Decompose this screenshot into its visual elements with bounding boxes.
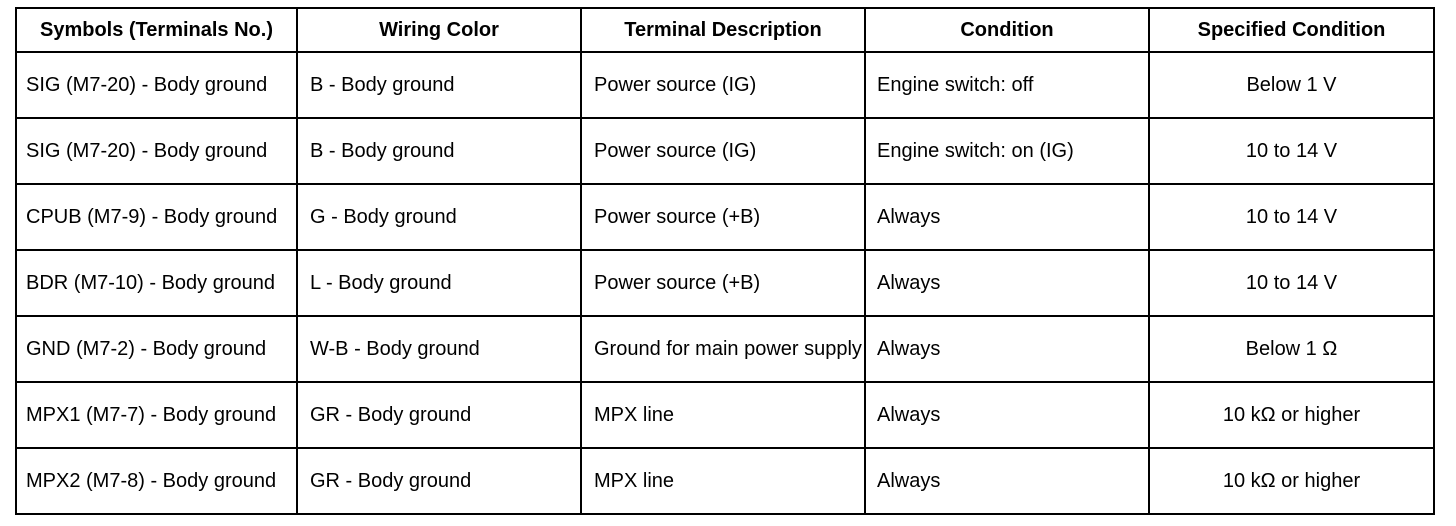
- cell-specified-condition: 10 to 14 V: [1149, 184, 1434, 250]
- cell-terminal-description: Power source (IG): [581, 118, 865, 184]
- cell-specified-condition: 10 to 14 V: [1149, 118, 1434, 184]
- cell-wiring-color: B - Body ground: [297, 118, 581, 184]
- cell-specified-condition: Below 1 V: [1149, 52, 1434, 118]
- cell-symbol: SIG (M7-20) - Body ground: [16, 118, 297, 184]
- header-condition: Condition: [865, 8, 1149, 52]
- cell-wiring-color: L - Body ground: [297, 250, 581, 316]
- cell-symbol: BDR (M7-10) - Body ground: [16, 250, 297, 316]
- cell-condition: Engine switch: off: [865, 52, 1149, 118]
- cell-condition: Always: [865, 448, 1149, 514]
- table-row: [16, 184, 1434, 250]
- header-terminal-description: Terminal Description: [581, 8, 865, 52]
- cell-terminal-description: Ground for main power supply: [581, 316, 865, 382]
- cell-symbol: CPUB (M7-9) - Body ground: [16, 184, 297, 250]
- header-row: [16, 8, 1434, 52]
- cell-wiring-color: G - Body ground: [297, 184, 581, 250]
- cell-wiring-color: GR - Body ground: [297, 448, 581, 514]
- table-row: [16, 382, 1434, 448]
- cell-specified-condition: Below 1 Ω: [1149, 316, 1434, 382]
- cell-condition: Always: [865, 382, 1149, 448]
- header-wiring-color: Wiring Color: [297, 8, 581, 52]
- cell-specified-condition: 10 to 14 V: [1149, 250, 1434, 316]
- cell-terminal-description: Power source (+B): [581, 184, 865, 250]
- cell-condition: Always: [865, 250, 1149, 316]
- cell-terminal-description: Power source (+B): [581, 250, 865, 316]
- cell-specified-condition: 10 kΩ or higher: [1149, 382, 1434, 448]
- cell-symbol: MPX1 (M7-7) - Body ground: [16, 382, 297, 448]
- table-body: [16, 52, 1434, 514]
- table-row: [16, 250, 1434, 316]
- header-specified-condition: Specified Condition: [1149, 8, 1434, 52]
- table-row: [16, 316, 1434, 382]
- table-row: [16, 448, 1434, 514]
- table-row: [16, 118, 1434, 184]
- cell-wiring-color: W-B - Body ground: [297, 316, 581, 382]
- cell-condition: Always: [865, 184, 1149, 250]
- header-symbols: Symbols (Terminals No.): [16, 8, 297, 52]
- cell-condition: Engine switch: on (IG): [865, 118, 1149, 184]
- cell-terminal-description: Power source (IG): [581, 52, 865, 118]
- table-header: [16, 8, 1434, 52]
- cell-symbol: SIG (M7-20) - Body ground: [16, 52, 297, 118]
- cell-terminal-description: MPX line: [581, 382, 865, 448]
- cell-wiring-color: GR - Body ground: [297, 382, 581, 448]
- cell-symbol: MPX2 (M7-8) - Body ground: [16, 448, 297, 514]
- cell-terminal-description: MPX line: [581, 448, 865, 514]
- cell-condition: Always: [865, 316, 1149, 382]
- terminal-spec-table: [15, 7, 1435, 515]
- table-row: [16, 52, 1434, 118]
- cell-specified-condition: 10 kΩ or higher: [1149, 448, 1434, 514]
- cell-symbol: GND (M7-2) - Body ground: [16, 316, 297, 382]
- cell-wiring-color: B - Body ground: [297, 52, 581, 118]
